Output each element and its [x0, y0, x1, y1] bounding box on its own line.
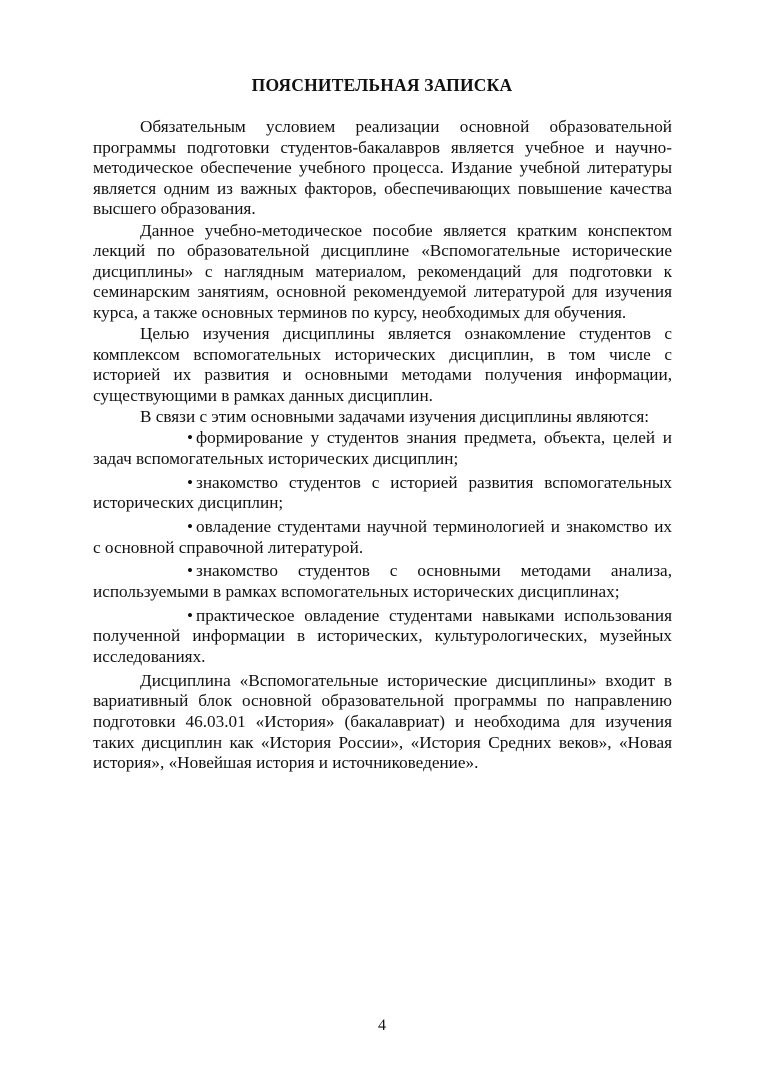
- bullet-text: знакомство студентов с историей развития вспомогательных исторических дисциплин;: [93, 472, 672, 513]
- document-body: [93, 117, 672, 774]
- bullet-text: знакомство студентов с основными методами анализа, используемыми в рамках вспомогательных исторических дисциплинах;: [93, 561, 672, 601]
- bullet-item: [93, 561, 672, 602]
- paragraph-manual-description: Данное учебно-методическое пособие является кратким конспектом лекций по образовательной дисциплине «Вспомогательные исторические дисциплины» с наглядным материалом, рекомендаций для подготовки к семинарским занятиям, основной рекомендуемой литературой для изучения курса, а также основных терминов по курсу, необходимых для обучения.: [93, 220, 672, 322]
- bullet-icon: •: [187, 561, 194, 581]
- bullet-text: формирование у студентов знания предмета, объекта, целей и задач вспомогательных исторических дисциплин;: [93, 428, 672, 468]
- bullet-item: [93, 428, 672, 469]
- bullet-icon: •: [187, 428, 194, 448]
- paragraph-requirements: Обязательным условием реализации основной образовательной программы подготовки студентов-бакалавров является учебное и научно-методическое обеспечение учебного процесса. Издание учебной литературы является одним из важных факторов, обеспечивающих повышение качества высшего образования.: [93, 117, 672, 219]
- bullet-item: [93, 473, 672, 514]
- bullet-item: [93, 517, 672, 558]
- bullet-text: овладение студентами научной терминологией и знакомство их с основной справочной литературой.: [93, 517, 672, 557]
- page-title: ПОЯСНИТЕЛЬНАЯ ЗАПИСКА: [251, 75, 513, 95]
- paragraph-discipline-placement: Дисциплина «Вспомогательные исторические дисциплины» входит в вариативный блок основной образовательной программы по направлению подготовки 46.03.01 «История» (бакалавриат) и необходима для изучения таких дисциплин как «История России», «История Средних веков», «Новая история», «Новейшая история и источниковедение».: [93, 670, 672, 773]
- page-number: 4: [378, 1017, 386, 1034]
- bullet-text: практическое овладение студентами навыками использования полученной информации в исторических, культурологических, музейных исследованиях.: [93, 605, 672, 666]
- bullet-icon: •: [187, 605, 194, 625]
- paragraph-study-goal: Целью изучения дисциплины является ознакомление студентов с комплексом вспомогательных исторических дисциплин, в том числе с историей их развития и основными методами получения информации, существующими в рамках данных дисциплин.: [93, 324, 672, 405]
- bullet-icon: •: [187, 472, 194, 492]
- paragraph-tasks-intro: В связи с этим основными задачами изучения дисциплины являются:: [140, 407, 650, 427]
- bullet-item: [93, 606, 672, 668]
- bullet-icon: •: [187, 517, 194, 537]
